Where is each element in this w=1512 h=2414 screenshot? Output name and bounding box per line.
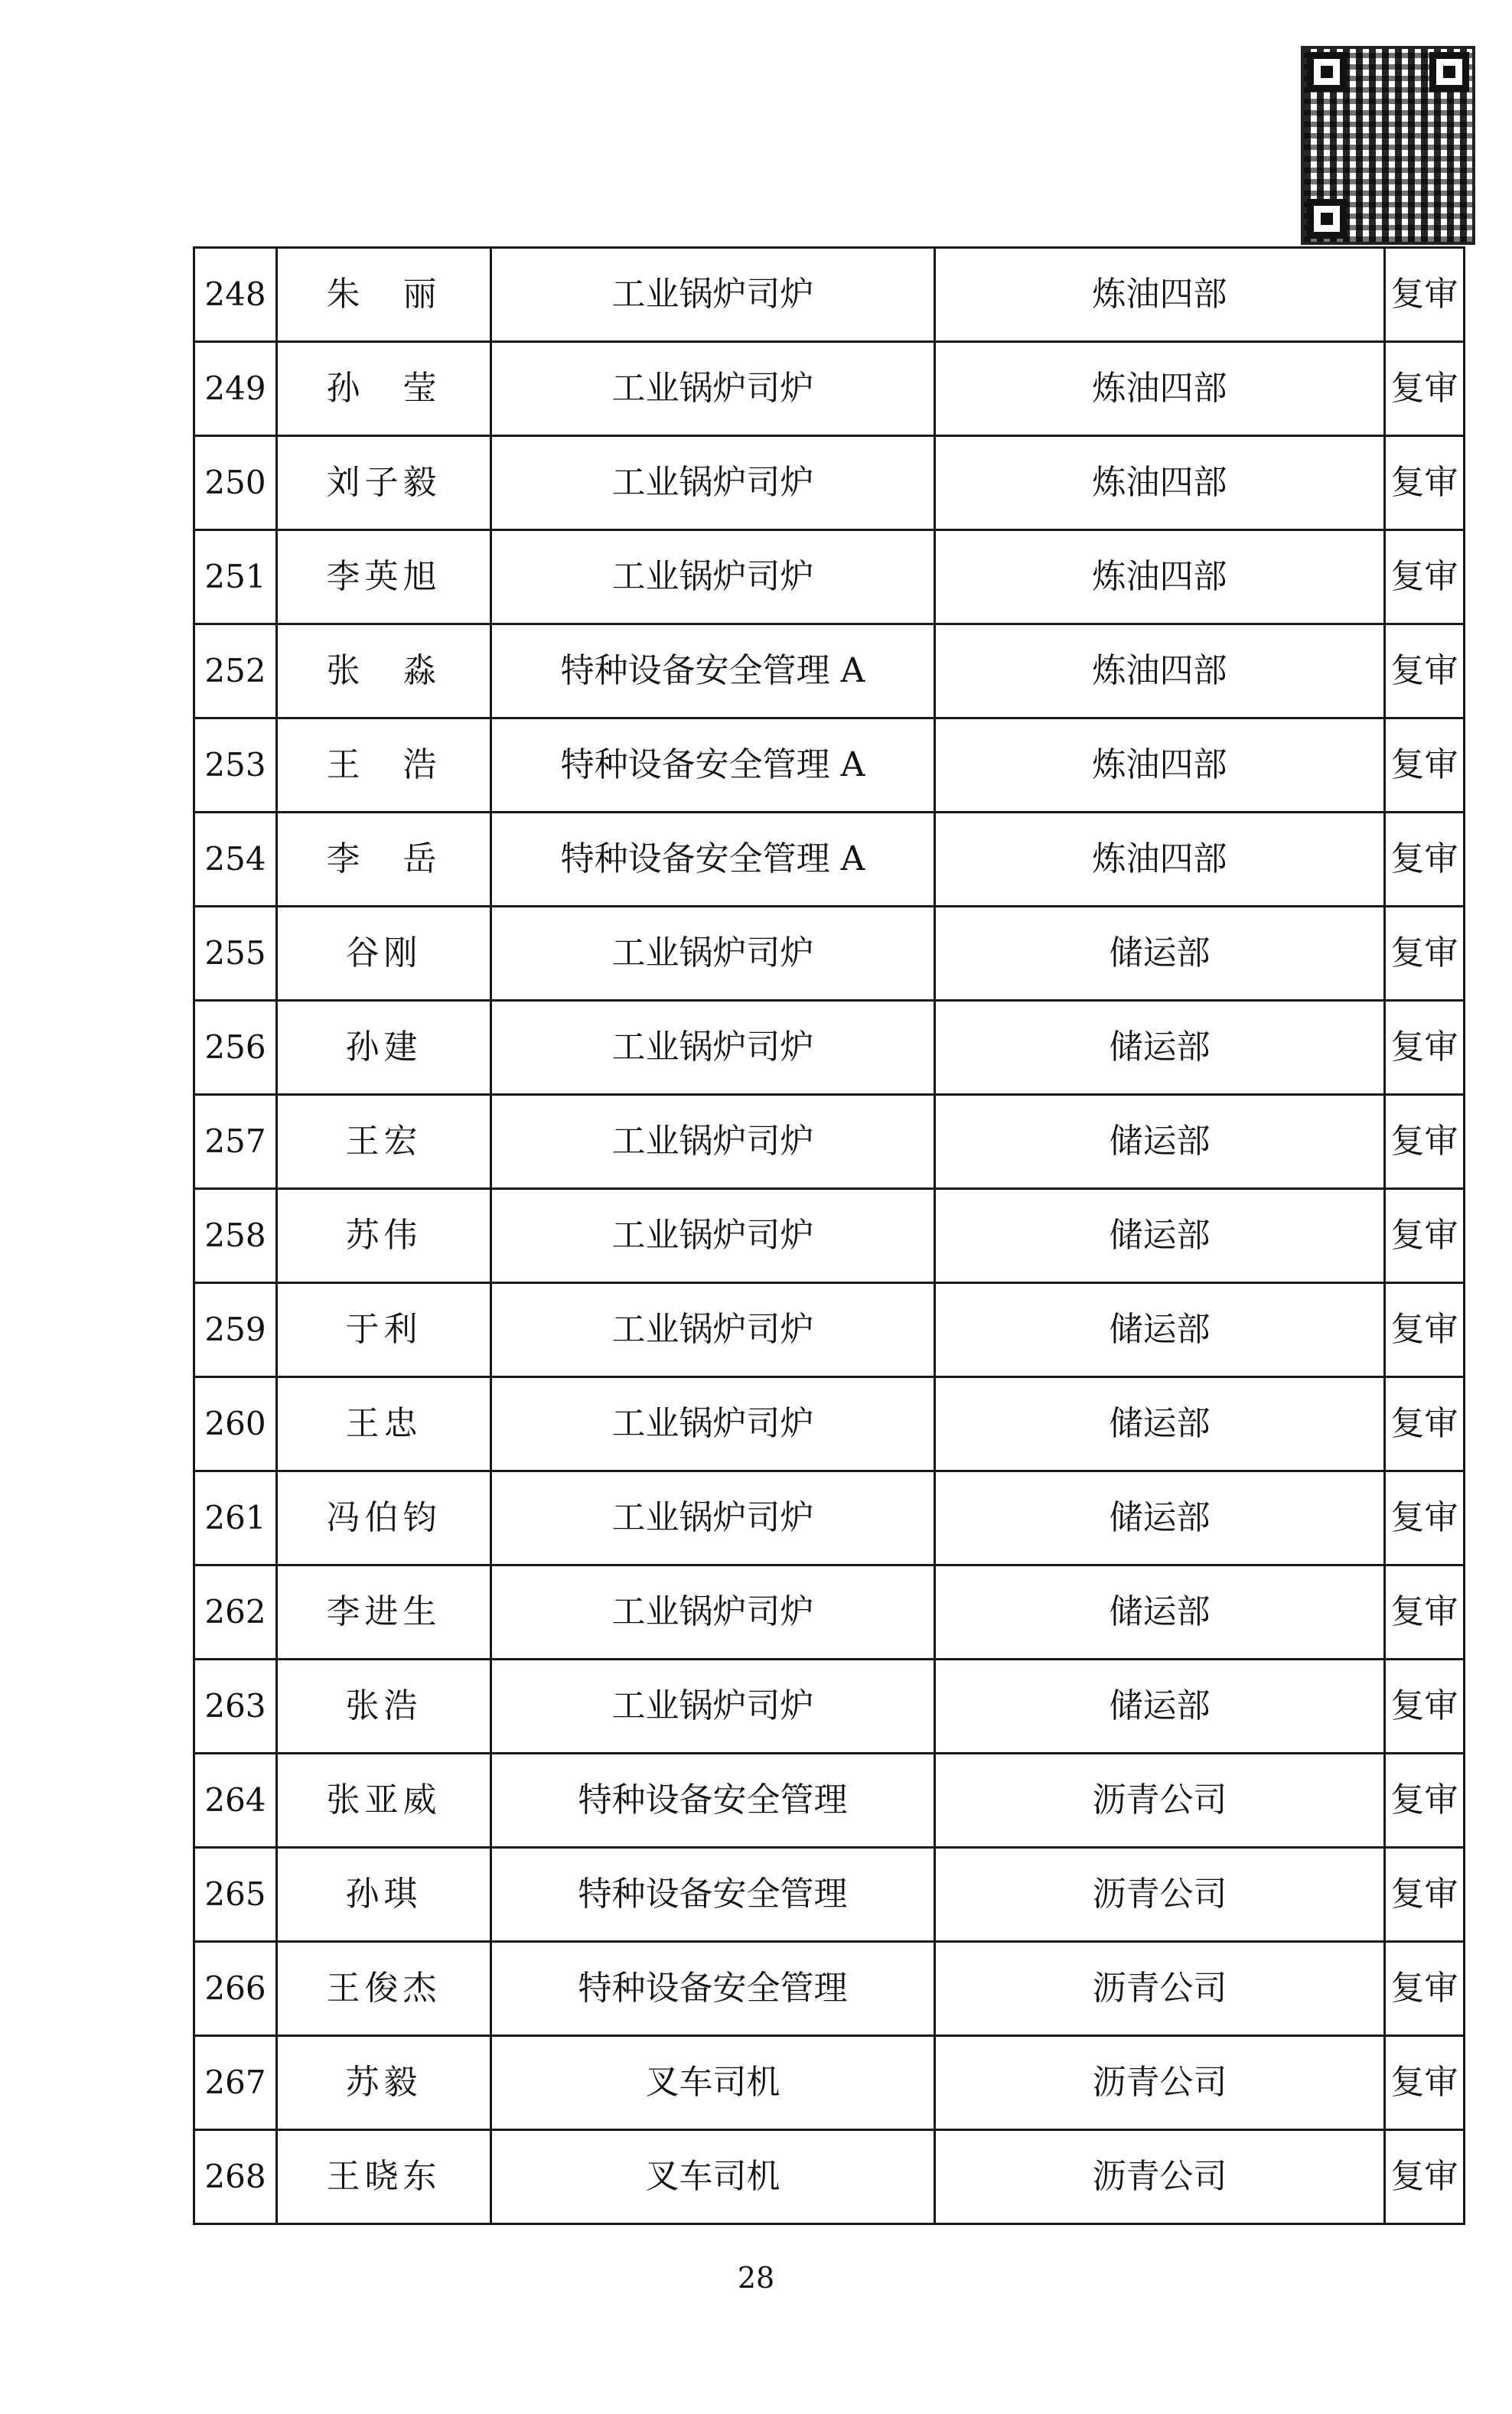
review-status-cell: 复审 bbox=[1385, 530, 1465, 624]
department-cell: 储运部 bbox=[935, 1377, 1385, 1471]
review-status-cell: 复审 bbox=[1385, 2130, 1465, 2224]
certificate-type-cell: 工业锅炉司炉 bbox=[491, 530, 935, 624]
table-row bbox=[194, 2130, 1465, 2224]
table-row bbox=[194, 1660, 1465, 1754]
person-name-cell: 苏伟 bbox=[277, 1189, 491, 1283]
review-status-cell: 复审 bbox=[1385, 1095, 1465, 1189]
certificate-type-cell: 工业锅炉司炉 bbox=[491, 342, 935, 436]
roster-table-body bbox=[194, 248, 1465, 2224]
table-row bbox=[194, 1848, 1465, 1942]
review-status-cell: 复审 bbox=[1385, 907, 1465, 1001]
department-cell: 炼油四部 bbox=[935, 624, 1385, 718]
row-number-cell: 262 bbox=[194, 1565, 277, 1660]
table-row bbox=[194, 1377, 1465, 1471]
row-number-cell: 261 bbox=[194, 1471, 277, 1565]
table-row bbox=[194, 2036, 1465, 2130]
roster-table bbox=[193, 246, 1465, 2225]
row-number-cell: 250 bbox=[194, 436, 277, 530]
row-number-cell: 258 bbox=[194, 1189, 277, 1283]
department-cell: 储运部 bbox=[935, 1001, 1385, 1095]
table-row bbox=[194, 1942, 1465, 2036]
person-name-cell: 王宏 bbox=[277, 1095, 491, 1189]
certificate-type-cell: 特种设备安全管理 bbox=[491, 1848, 935, 1942]
row-number-cell: 254 bbox=[194, 813, 277, 907]
row-number-cell: 251 bbox=[194, 530, 277, 624]
row-number-cell: 255 bbox=[194, 907, 277, 1001]
person-name-cell: 张浩 bbox=[277, 1660, 491, 1754]
certificate-type-cell: 工业锅炉司炉 bbox=[491, 1471, 935, 1565]
review-status-cell: 复审 bbox=[1385, 248, 1465, 342]
table-row bbox=[194, 530, 1465, 624]
review-status-cell: 复审 bbox=[1385, 813, 1465, 907]
person-name-cell: 张 淼 bbox=[277, 624, 491, 718]
table-row bbox=[194, 1095, 1465, 1189]
table-row bbox=[194, 1283, 1465, 1377]
certificate-type-cell: 叉车司机 bbox=[491, 2036, 935, 2130]
qr-finder-top-right bbox=[1429, 52, 1469, 92]
row-number-cell: 268 bbox=[194, 2130, 277, 2224]
review-status-cell: 复审 bbox=[1385, 1471, 1465, 1565]
review-status-cell: 复审 bbox=[1385, 436, 1465, 530]
person-name-cell: 刘子毅 bbox=[277, 436, 491, 530]
roster-table-container bbox=[193, 246, 1463, 2225]
table-row bbox=[194, 342, 1465, 436]
row-number-cell: 249 bbox=[194, 342, 277, 436]
review-status-cell: 复审 bbox=[1385, 1001, 1465, 1095]
department-cell: 储运部 bbox=[935, 1189, 1385, 1283]
person-name-cell: 于利 bbox=[277, 1283, 491, 1377]
review-status-cell: 复审 bbox=[1385, 1754, 1465, 1848]
certificate-type-cell: 工业锅炉司炉 bbox=[491, 1377, 935, 1471]
person-name-cell: 苏毅 bbox=[277, 2036, 491, 2130]
certificate-type-cell: 特种设备安全管理 A bbox=[491, 718, 935, 813]
row-number-cell: 252 bbox=[194, 624, 277, 718]
certificate-type-cell: 特种设备安全管理 bbox=[491, 1942, 935, 2036]
person-name-cell: 王 浩 bbox=[277, 718, 491, 813]
table-row bbox=[194, 248, 1465, 342]
person-name-cell: 冯伯钧 bbox=[277, 1471, 491, 1565]
certificate-type-cell: 工业锅炉司炉 bbox=[491, 907, 935, 1001]
table-row bbox=[194, 436, 1465, 530]
certificate-type-cell: 工业锅炉司炉 bbox=[491, 1660, 935, 1754]
table-row bbox=[194, 1001, 1465, 1095]
qr-finder-top-left bbox=[1307, 52, 1347, 92]
review-status-cell: 复审 bbox=[1385, 1189, 1465, 1283]
person-name-cell: 王忠 bbox=[277, 1377, 491, 1471]
person-name-cell: 谷刚 bbox=[277, 907, 491, 1001]
row-number-cell: 253 bbox=[194, 718, 277, 813]
row-number-cell: 265 bbox=[194, 1848, 277, 1942]
table-row bbox=[194, 907, 1465, 1001]
row-number-cell: 256 bbox=[194, 1001, 277, 1095]
review-status-cell: 复审 bbox=[1385, 1660, 1465, 1754]
table-row bbox=[194, 813, 1465, 907]
table-row bbox=[194, 1754, 1465, 1848]
department-cell: 储运部 bbox=[935, 1660, 1385, 1754]
certificate-type-cell: 特种设备安全管理 A bbox=[491, 813, 935, 907]
person-name-cell: 李英旭 bbox=[277, 530, 491, 624]
row-number-cell: 259 bbox=[194, 1283, 277, 1377]
certificate-type-cell: 工业锅炉司炉 bbox=[491, 1565, 935, 1660]
person-name-cell: 孙 莹 bbox=[277, 342, 491, 436]
department-cell: 沥青公司 bbox=[935, 1942, 1385, 2036]
page-number: 28 bbox=[737, 2261, 775, 2295]
person-name-cell: 朱 丽 bbox=[277, 248, 491, 342]
department-cell: 炼油四部 bbox=[935, 530, 1385, 624]
table-row bbox=[194, 1189, 1465, 1283]
row-number-cell: 260 bbox=[194, 1377, 277, 1471]
review-status-cell: 复审 bbox=[1385, 1377, 1465, 1471]
row-number-cell: 263 bbox=[194, 1660, 277, 1754]
person-name-cell: 孙建 bbox=[277, 1001, 491, 1095]
certificate-type-cell: 工业锅炉司炉 bbox=[491, 1095, 935, 1189]
review-status-cell: 复审 bbox=[1385, 1283, 1465, 1377]
certificate-type-cell: 工业锅炉司炉 bbox=[491, 1283, 935, 1377]
department-cell: 沥青公司 bbox=[935, 2036, 1385, 2130]
department-cell: 炼油四部 bbox=[935, 813, 1385, 907]
person-name-cell: 王俊杰 bbox=[277, 1942, 491, 2036]
department-cell: 储运部 bbox=[935, 1095, 1385, 1189]
row-number-cell: 248 bbox=[194, 248, 277, 342]
table-row bbox=[194, 1565, 1465, 1660]
certificate-type-cell: 叉车司机 bbox=[491, 2130, 935, 2224]
row-number-cell: 264 bbox=[194, 1754, 277, 1848]
table-row bbox=[194, 1471, 1465, 1565]
review-status-cell: 复审 bbox=[1385, 342, 1465, 436]
review-status-cell: 复审 bbox=[1385, 1848, 1465, 1942]
department-cell: 储运部 bbox=[935, 1283, 1385, 1377]
review-status-cell: 复审 bbox=[1385, 718, 1465, 813]
review-status-cell: 复审 bbox=[1385, 2036, 1465, 2130]
qr-finder-bottom-left bbox=[1307, 199, 1347, 239]
table-row bbox=[194, 718, 1465, 813]
row-number-cell: 266 bbox=[194, 1942, 277, 2036]
person-name-cell: 李 岳 bbox=[277, 813, 491, 907]
department-cell: 沥青公司 bbox=[935, 1754, 1385, 1848]
certificate-type-cell: 特种设备安全管理 A bbox=[491, 624, 935, 718]
certificate-type-cell: 工业锅炉司炉 bbox=[491, 436, 935, 530]
person-name-cell: 孙琪 bbox=[277, 1848, 491, 1942]
review-status-cell: 复审 bbox=[1385, 624, 1465, 718]
certificate-type-cell: 工业锅炉司炉 bbox=[491, 1001, 935, 1095]
table-row bbox=[194, 624, 1465, 718]
certificate-type-cell: 特种设备安全管理 bbox=[491, 1754, 935, 1848]
department-cell: 炼油四部 bbox=[935, 436, 1385, 530]
row-number-cell: 257 bbox=[194, 1095, 277, 1189]
review-status-cell: 复审 bbox=[1385, 1942, 1465, 2036]
department-cell: 炼油四部 bbox=[935, 718, 1385, 813]
department-cell: 沥青公司 bbox=[935, 1848, 1385, 1942]
department-cell: 储运部 bbox=[935, 1565, 1385, 1660]
department-cell: 炼油四部 bbox=[935, 248, 1385, 342]
person-name-cell: 王晓东 bbox=[277, 2130, 491, 2224]
department-cell: 储运部 bbox=[935, 907, 1385, 1001]
person-name-cell: 李进生 bbox=[277, 1565, 491, 1660]
department-cell: 炼油四部 bbox=[935, 342, 1385, 436]
department-cell: 储运部 bbox=[935, 1471, 1385, 1565]
person-name-cell: 张亚威 bbox=[277, 1754, 491, 1848]
review-status-cell: 复审 bbox=[1385, 1565, 1465, 1660]
row-number-cell: 267 bbox=[194, 2036, 277, 2130]
qr-code bbox=[1301, 46, 1475, 245]
certificate-type-cell: 工业锅炉司炉 bbox=[491, 1189, 935, 1283]
department-cell: 沥青公司 bbox=[935, 2130, 1385, 2224]
certificate-type-cell: 工业锅炉司炉 bbox=[491, 248, 935, 342]
